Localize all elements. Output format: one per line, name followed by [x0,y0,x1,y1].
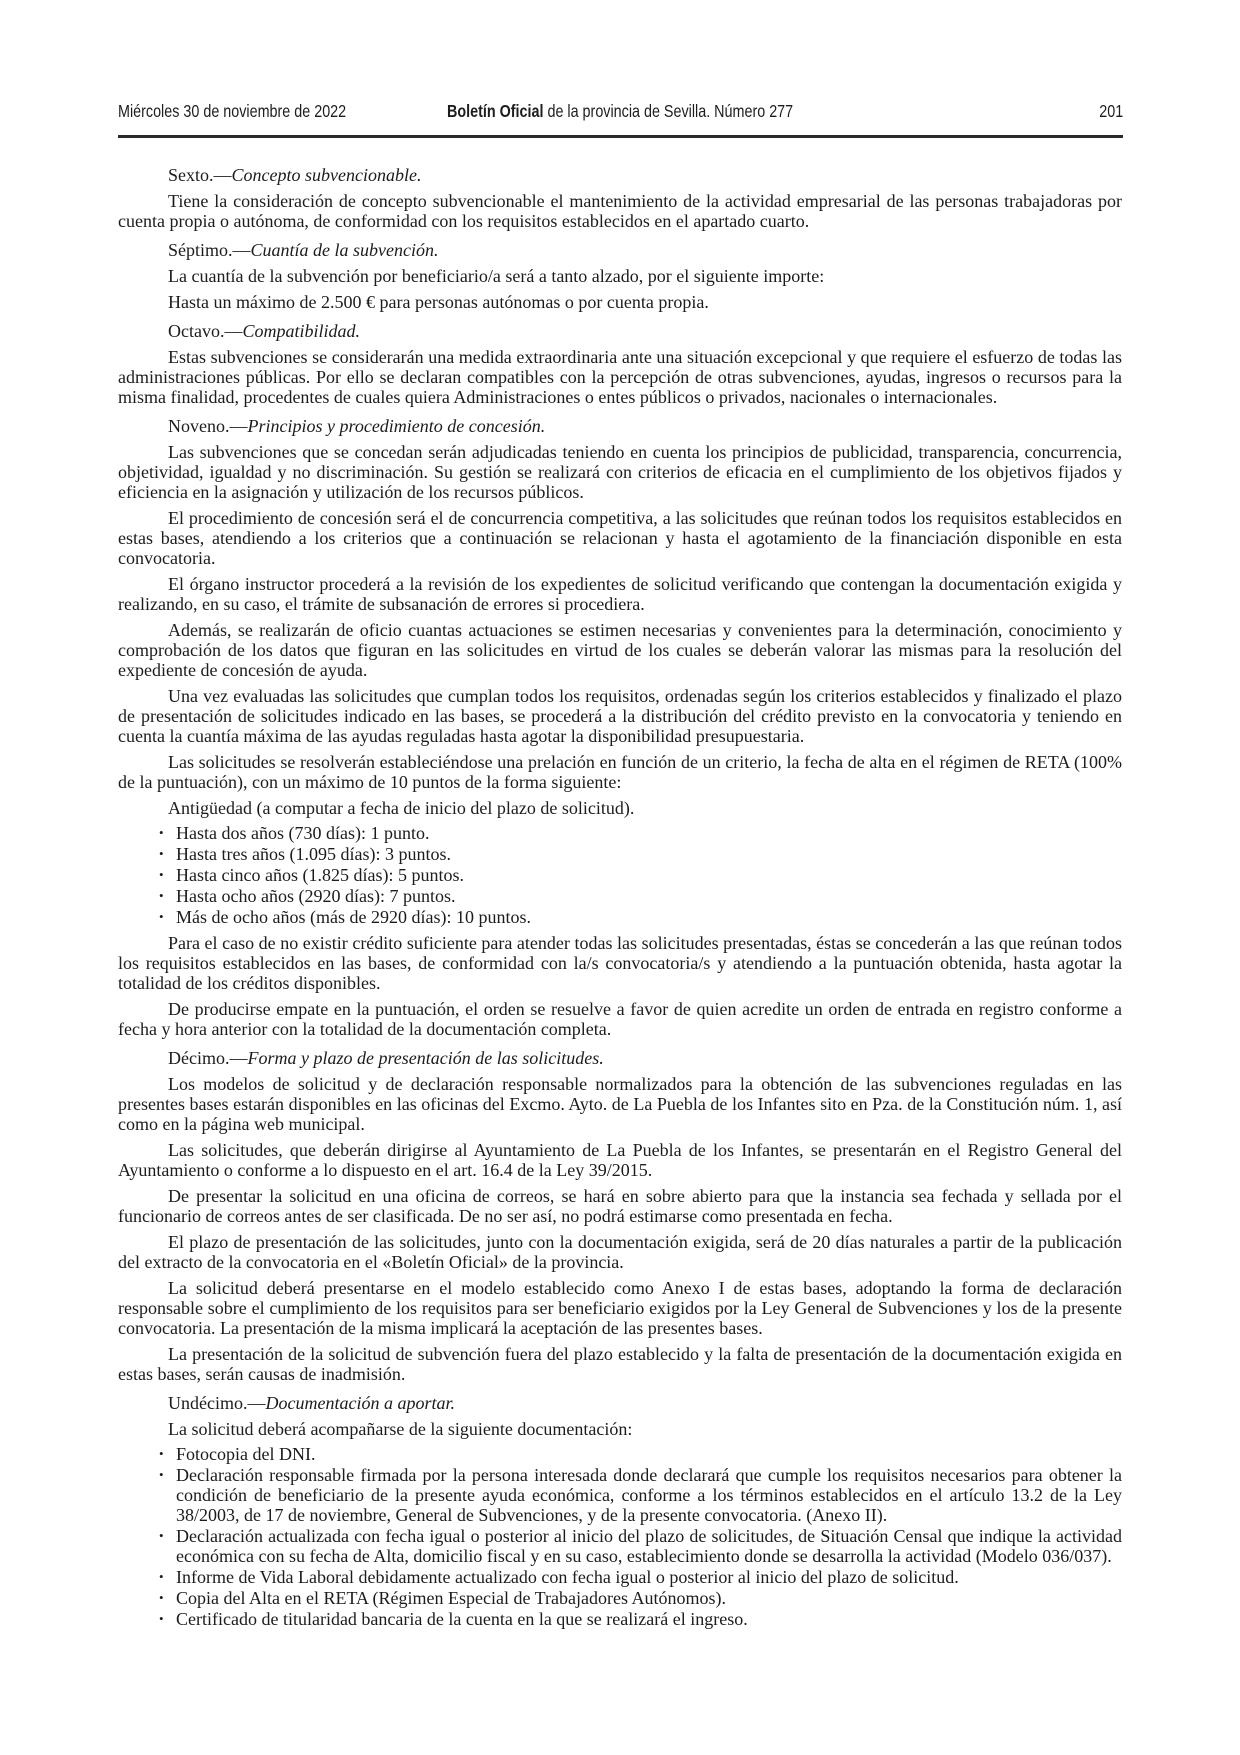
body-paragraph: De presentar la solicitud en una oficina de correos, se hará en sobre abierto para que la instancia sea fechada y sellada por el funcionario de correos antes de ser clasificada. De no ser así, no podrá estimarse como presentada en fecha. [118,1186,1122,1226]
page-header [118,101,1123,138]
bullet-list [118,1444,1122,1629]
section-heading-title: Concepto subvencionable. [231,165,422,185]
body-paragraph: Tiene la consideración de concepto subvencionable el mantenimiento de la actividad empresarial de las personas trabajadoras por cuenta propia o autónoma, de conformidad con los requisitos establecidos en el apartado cuarto. [118,191,1122,231]
header-date: Miércoles 30 de noviembre de 2022 [118,101,347,121]
body-paragraph: Para el caso de no existir crédito suficiente para atender todas las solicitudes presentadas, éstas se concederán a las que reúnan todos los requisitos establecidos en las bases, de conformidad con la/s convocatoria/s y atendiendo a la puntuación obtenida, hasta agotar la totalidad de los créditos disponibles. [118,933,1122,993]
section-heading-lead: Décimo.— [168,1048,248,1068]
bullet-list-item: • Copia del Alta en el RETA (Régimen Especial de Trabajadores Autónomos). [176,1588,1122,1608]
body-paragraph: Las solicitudes se resolverán estableciéndose una prelación en función de un criterio, la fecha de alta en el régimen de RETA (100% de la puntuación), con un máximo de 10 puntos de la forma siguiente: [118,752,1122,792]
body-paragraph: Además, se realizarán de oficio cuantas actuaciones se estimen necesarias y convenientes para la determinación, conocimiento y comprobación de los datos que figuran en las solicitudes en virtud de los cuales se deberán valorar las mismas para la resolución del expediente de concesión de ayuda. [118,620,1122,680]
section-heading [118,321,1122,341]
header-bulletin-name: Boletín Oficial [447,101,544,121]
body-paragraph: Antigüedad (a computar a fecha de inicio del plazo de solicitud). [168,798,635,818]
body-paragraph: Hasta un máximo de 2.500 € para personas autónomas o por cuenta propia. [168,292,709,312]
body-paragraph: La solicitud deberá acompañarse de la siguiente documentación: [168,1419,633,1439]
body-paragraph: Una vez evaluadas las solicitudes que cumplan todos los requisitos, ordenadas según los criterios establecidos y finalizado el plazo de presentación de solicitudes indicado en las bases, se procederá a la distribución del crédito previsto en la convocatoria y teniendo en cuenta la cuantía máxima de las ayudas reguladas hasta agotar la disponibilidad presupuestaria. [118,686,1122,746]
section-heading [118,240,1122,260]
bullet-list-item: • Hasta dos años (730 días): 1 punto. [176,823,1122,843]
section-heading [118,1048,1122,1068]
header-bulletin-subtitle: de la provincia de Sevilla. Número 277 [543,101,794,121]
bullet-list-item: • Hasta cinco años (1.825 días): 5 puntos. [176,865,1122,885]
body-paragraph: Los modelos de solicitud y de declaración responsable normalizados para la obtención de las subvenciones reguladas en las presentes bases estarán disponibles en las oficinas del Excmo. Ayto. de La Puebla de los Infantes sito en Pza. de la Constitución núm. 1, así como en la página web municipal. [118,1074,1122,1134]
bullet-list-item: • Hasta tres años (1.095 días): 3 puntos. [176,844,1122,864]
header-page-number: 201 [1099,101,1123,121]
section-heading [118,1393,1122,1413]
section-heading [118,165,1122,185]
body-paragraph: La cuantía de la subvención por beneficiario/a será a tanto alzado, por el siguiente importe: [168,266,825,286]
section-heading-lead: Undécimo.— [168,1393,266,1413]
section-heading-title: Forma y plazo de presentación de las solicitudes. [247,1048,604,1068]
bullet-list-item: • Informe de Vida Laboral debidamente actualizado con fecha igual o posterior al inicio del plazo de solicitud. [176,1567,1122,1587]
body-paragraph: El plazo de presentación de las solicitudes, junto con la documentación exigida, será de 20 días naturales a partir de la publicación del extracto de la convocatoria en el «Boletín Oficial» de la provincia. [118,1232,1122,1272]
section-heading [118,416,1122,436]
body-paragraph: Las solicitudes, que deberán dirigirse al Ayuntamiento de La Puebla de los Infantes, se presentarán en el Registro General del Ayuntamiento o conforme a lo dispuesto en el art. 16.4 de la Ley 39/2015. [118,1140,1122,1180]
body-paragraph: El órgano instructor procederá a la revisión de los expedientes de solicitud verificando que contengan la documentación exigida y realizando, en su caso, el trámite de subsanación de errores si procediera. [118,574,1122,614]
body-paragraph: Estas subvenciones se considerarán una medida extraordinaria ante una situación excepcional y que requiere el esfuerzo de todas las administraciones públicas. Por ello se declaran compatibles con la percepción de otras subvenciones, ayudas, ingresos o recursos para la misma finalidad, procedentes de cuales quiera Administraciones o entes públicos o privados, nacionales o internacionales. [118,347,1122,407]
body-paragraph: La presentación de la solicitud de subvención fuera del plazo establecido y la falta de presentación de la documentación exigida en estas bases, serán causas de inadmisión. [118,1344,1122,1384]
header-bulletin-title [118,101,1123,121]
body-paragraph: Las subvenciones que se concedan serán adjudicadas teniendo en cuenta los principios de publicidad, transparencia, concurrencia, objetividad, igualdad y no discriminación. Su gestión se realizará con criterios de eficacia en el cumplimiento de los objetivos fijados y eficiencia en la asignación y utilización de los recursos públicos. [118,442,1122,502]
section-heading-title: Compatibilidad. [242,321,360,341]
section-heading-lead: Octavo.— [168,321,243,341]
bullet-list-item: • Certificado de titularidad bancaria de la cuenta en la que se realizará el ingreso. [176,1609,1122,1629]
section-heading-lead: Séptimo.— [168,240,251,260]
body-paragraph: De producirse empate en la puntuación, el orden se resuelve a favor de quien acredite un orden de entrada en registro conforme a fecha y hora anterior con la totalidad de la documentación completa. [118,999,1122,1039]
section-heading-lead: Noveno.— [168,416,248,436]
section-heading-title: Cuantía de la subvención. [250,240,439,260]
body-paragraph: La solicitud deberá presentarse en el modelo establecido como Anexo I de estas bases, adoptando la forma de declaración responsable sobre el cumplimiento de los requisitos para ser beneficiario exigidos por la Ley General de Subvenciones y los de la presente convocatoria. La presentación de la misma implicará la aceptación de las presentes bases. [118,1278,1122,1338]
bullet-list-item: • Declaración actualizada con fecha igual o posterior al inicio del plazo de solicitudes, de Situación Censal que indique la actividad económica con su fecha de Alta, domicilio fiscal y en su caso, establecimiento donde se desarrolla la actividad (Modelo 036/037). [176,1526,1122,1566]
bullet-list-item: • Fotocopia del DNI. [176,1444,1122,1464]
section-heading-lead: Sexto.— [168,165,232,185]
body-paragraph: El procedimiento de concesión será el de concurrencia competitiva, a las solicitudes que reúnan todos los requisitos establecidos en estas bases, atendiendo a los criterios que a continuación se relacionan y hasta el agotamiento de la financiación disponible en esta convocatoria. [118,508,1122,568]
bullet-list [118,823,1122,927]
bullet-list-item: • Declaración responsable firmada por la persona interesada donde declarará que cumple los requisitos necesarios para obtener la condición de beneficiario de la presente ayuda económica, conforme a los términos establecidos en el artículo 13.2 de la Ley 38/2003, de 17 de noviembre, General de Subvenciones, y de la presente convocatoria. (Anexo II). [176,1465,1122,1525]
document-body [118,156,1122,1630]
bullet-list-item: • Hasta ocho años (2920 días): 7 puntos. [176,886,1122,906]
section-heading-title: Documentación a aportar. [265,1393,455,1413]
bullet-list-item: • Más de ocho años (más de 2920 días): 10 puntos. [176,907,1122,927]
section-heading-title: Principios y procedimiento de concesión. [247,416,546,436]
